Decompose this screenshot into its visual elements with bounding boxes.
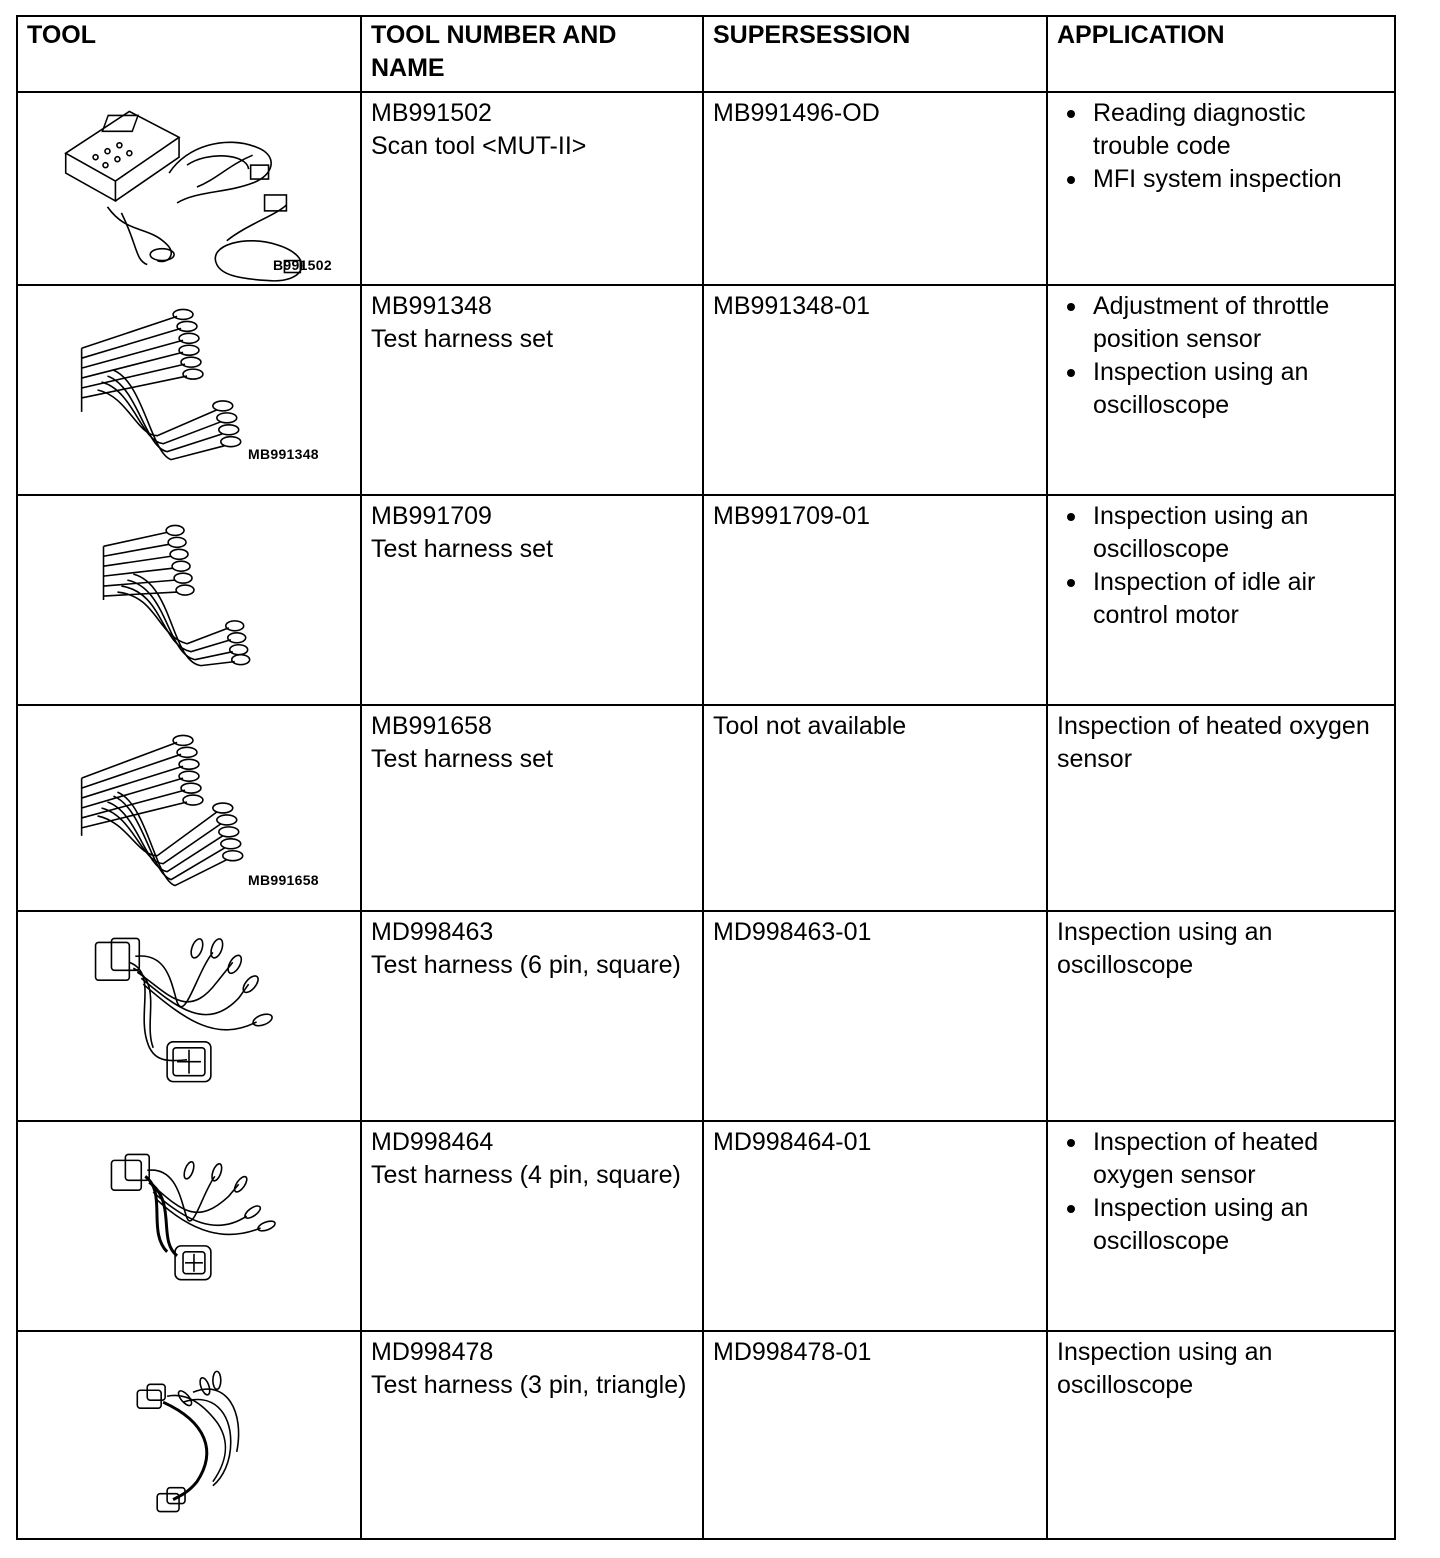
application-item: MFI system inspection [1057,163,1386,196]
tool-number: MB991658 [371,712,492,740]
supersession-cell: MD998478-01 [703,1331,1047,1539]
connector-harness-icon [18,912,360,1120]
tool-figure-cell [17,495,361,705]
tool-number: MB991709 [371,502,492,530]
tool-number: MD998463 [371,918,494,946]
header-row [17,16,1395,92]
supersession-cell: MB991496-OD [703,92,1047,285]
application-cell [1047,495,1395,705]
tool-name: Test harness (4 pin, square) [371,1161,681,1189]
tool-figure-cell [17,911,361,1121]
supersession-cell: MB991348-01 [703,285,1047,495]
table-row [17,495,1395,705]
tool-number-name-cell [361,92,703,285]
tool-name: Test harness set [371,535,554,563]
header-tool-number-name: TOOL NUMBER AND NAME [361,16,703,92]
tool-name: Test harness set [371,745,554,773]
header-tool: TOOL [17,16,361,92]
tool-number-name-cell [361,285,703,495]
application-cell: Inspection using an oscilloscope [1047,911,1395,1121]
tool-name: Scan tool <MUT-II> [371,132,587,160]
application-item: Inspection using an oscilloscope [1057,500,1386,566]
tool-figure-cell [17,705,361,911]
tool-number: MD998464 [371,1128,494,1156]
figure-label: MB991348 [248,446,319,462]
application-cell [1047,1121,1395,1331]
tool-number-name-cell [361,705,703,911]
connector-harness-icon [18,1332,360,1538]
application-item: Inspection using an oscilloscope [1057,1192,1386,1258]
tool-number-name-cell [361,911,703,1121]
supersession-cell: MD998464-01 [703,1121,1047,1331]
application-cell: Inspection of heated oxygen sensor [1047,705,1395,911]
tool-number-name-cell [361,495,703,705]
tool-number-name-cell [361,1121,703,1331]
supersession-cell: Tool not available [703,705,1047,911]
tool-number: MB991502 [371,99,492,127]
special-tools-table [16,15,1396,1540]
table-row [17,1121,1395,1331]
supersession-cell: MB991709-01 [703,495,1047,705]
table-row [17,1331,1395,1539]
table-row [17,285,1395,495]
figure-label: B991502 [273,257,332,273]
tool-number: MB991348 [371,292,492,320]
application-item: Inspection of idle air control motor [1057,566,1386,632]
application-item: Adjustment of throttle position sensor [1057,290,1386,356]
table-row [17,92,1395,285]
table-row [17,705,1395,911]
application-item: Reading diagnostic trouble code [1057,97,1386,163]
application-item: Inspection using an oscilloscope [1057,356,1386,422]
supersession-cell: MD998463-01 [703,911,1047,1121]
table-row [17,911,1395,1121]
tool-figure-cell [17,285,361,495]
tool-figure-cell [17,1331,361,1539]
test-harness-icon [18,496,360,704]
tool-name: Test harness set [371,325,554,353]
tool-number-name-cell [361,1331,703,1539]
header-supersession: SUPERSESSION [703,16,1047,92]
application-item: Inspection of heated oxygen sensor [1057,1126,1386,1192]
connector-harness-icon [18,1122,360,1330]
tool-name: Test harness (6 pin, square) [371,951,681,979]
application-cell [1047,92,1395,285]
tool-number: MD998478 [371,1338,494,1366]
application-cell [1047,285,1395,495]
tool-name: Test harness (3 pin, triangle) [371,1371,687,1399]
application-cell: Inspection using an oscilloscope [1047,1331,1395,1539]
figure-label: MB991658 [248,872,319,888]
tool-figure-cell [17,92,361,285]
tool-figure-cell [17,1121,361,1331]
header-application: APPLICATION [1047,16,1395,92]
